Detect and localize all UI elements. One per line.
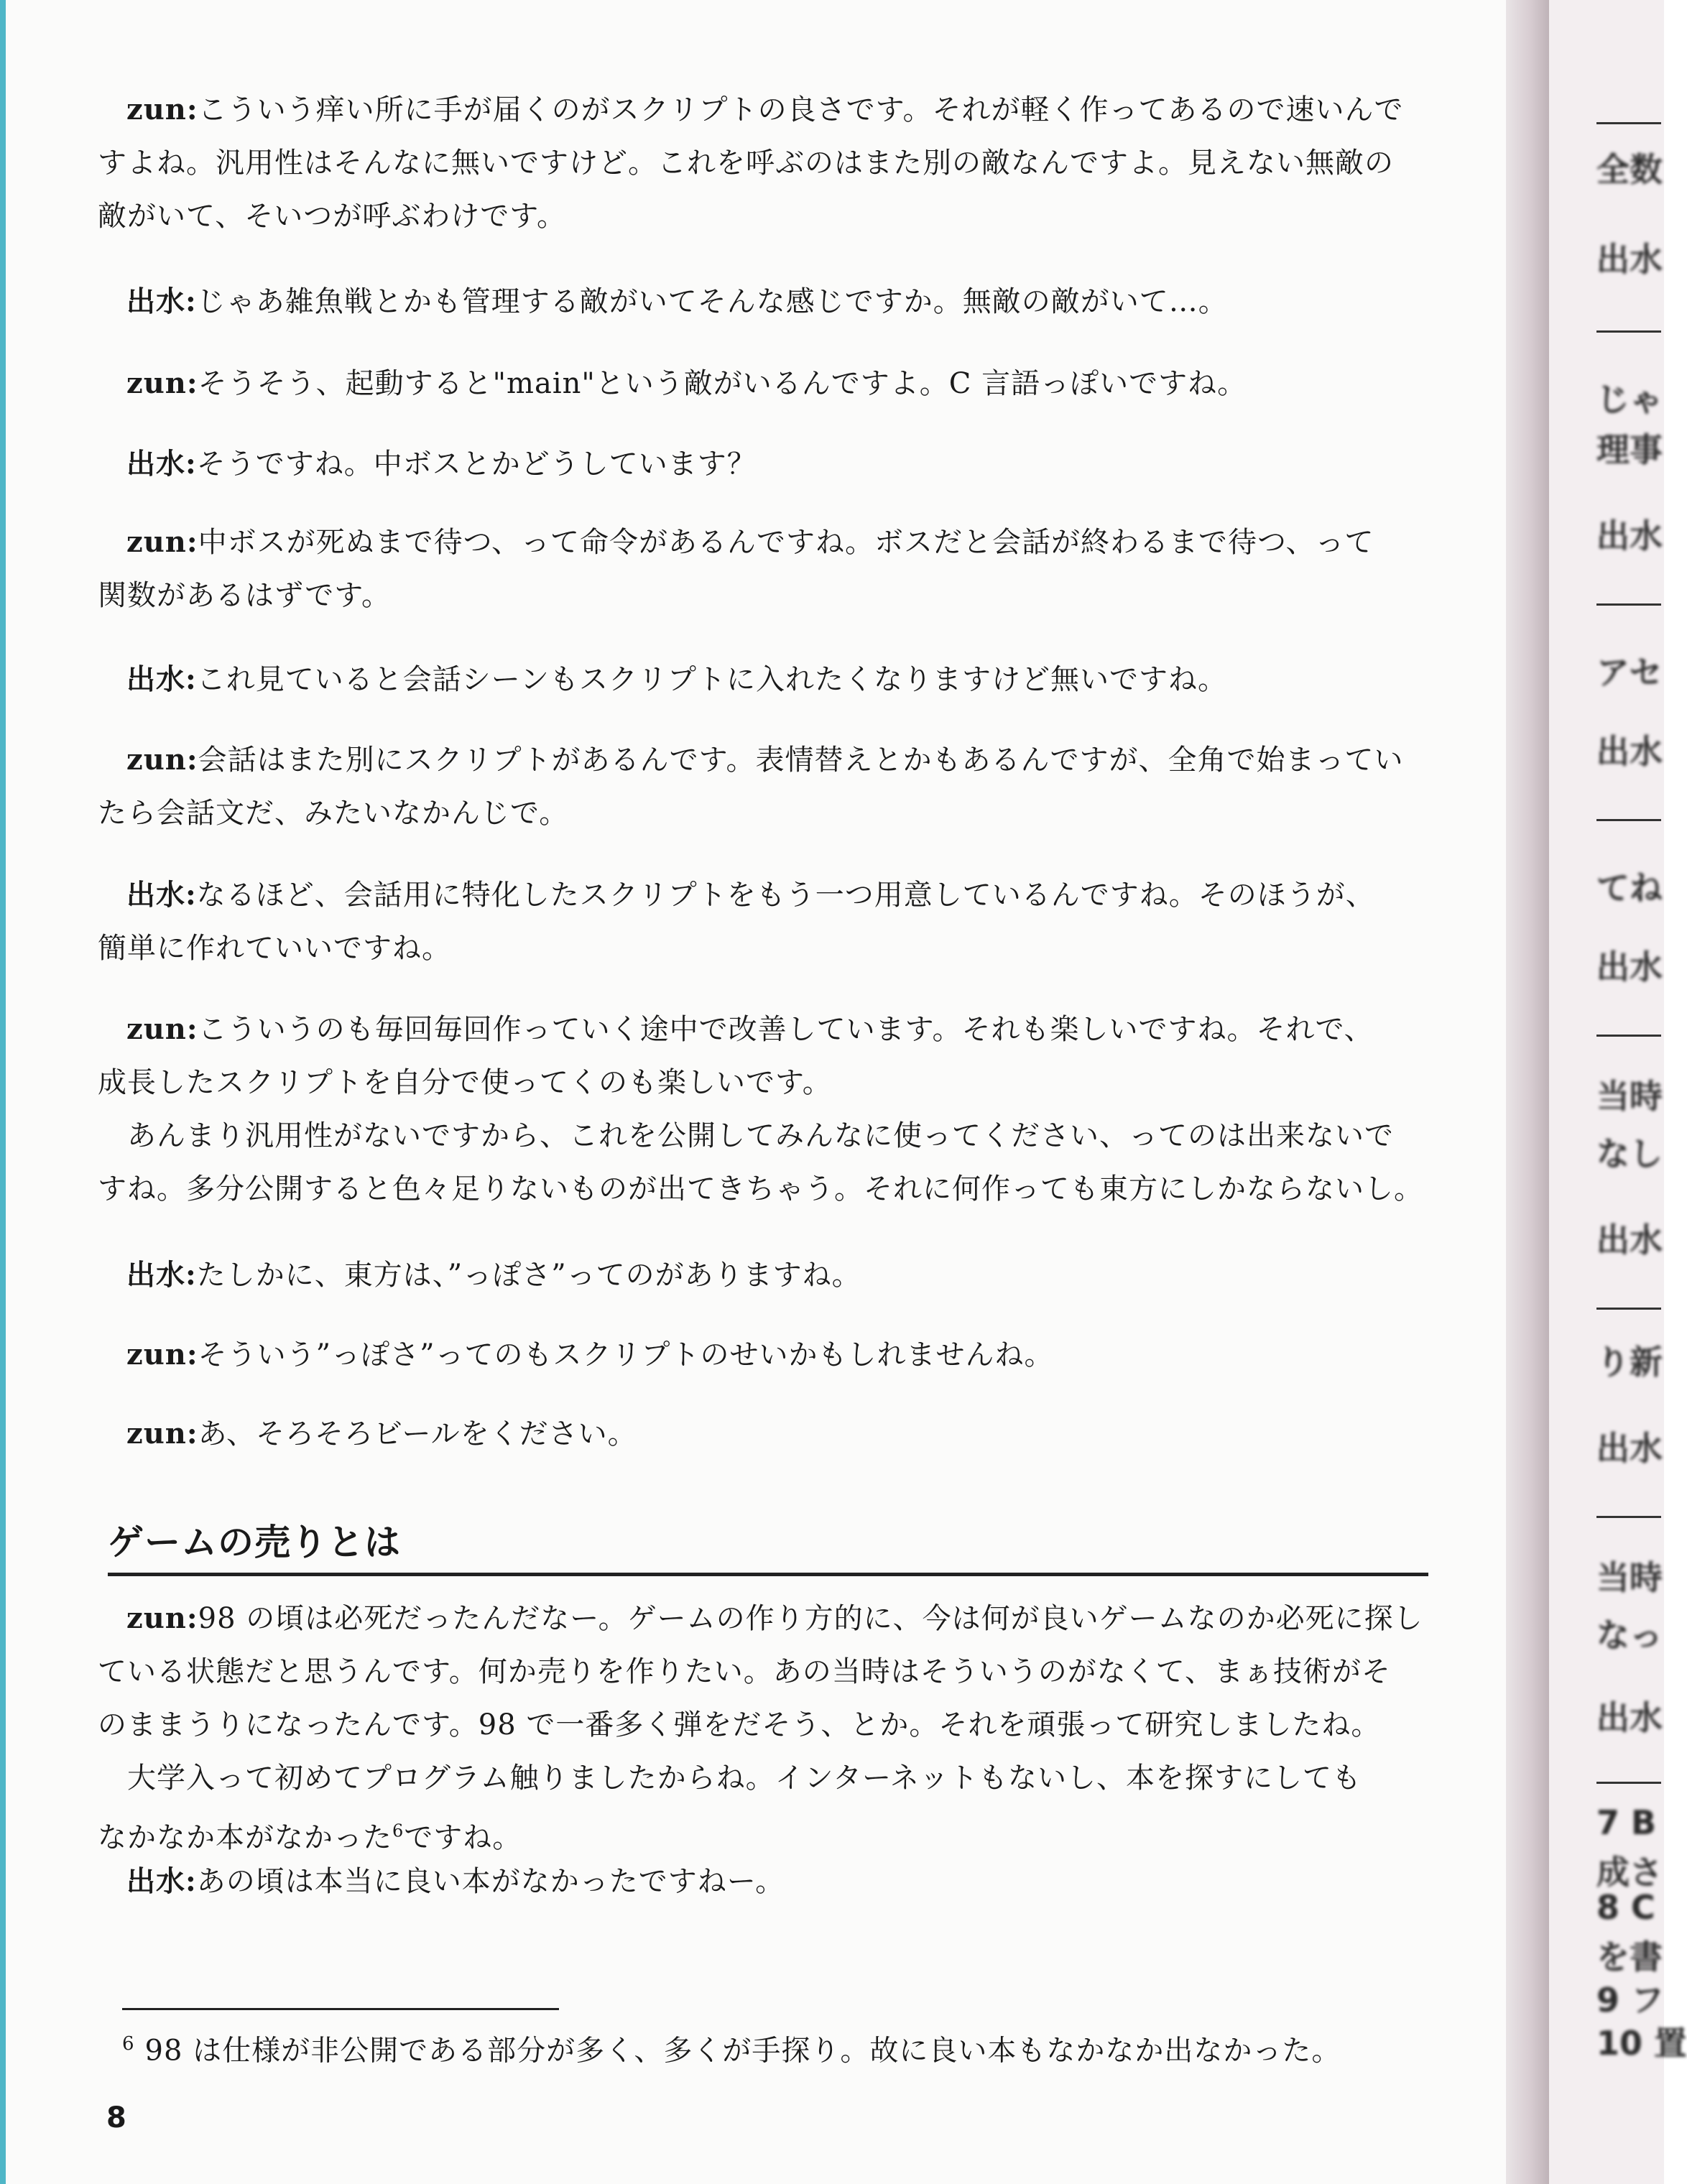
dialogue-line: あの頃は本当に良い本がなかったですねー。 <box>196 1865 785 1898</box>
facing-page <box>1549 0 1687 2184</box>
footnote-number: 6 <box>122 2033 135 2055</box>
facing-fragment: 出水 <box>1596 1221 1663 1259</box>
facing-fragment: 出水 <box>1596 240 1663 279</box>
dialogue-line: 98 の頃は必死だったんだなー。ゲームの作り方的に、今は何が良いゲームなのか必死に探し <box>198 1602 1423 1635</box>
speaker-label: zun: <box>126 1012 198 1046</box>
dialogue-paragraph <box>112 1855 1434 1908</box>
facing-rule <box>1596 1035 1661 1037</box>
dialogue-line: 関数があるはずです。 <box>98 579 391 612</box>
dialogue-line: あ、そろそろビールをください。 <box>198 1417 637 1450</box>
dialogue-line: のままうりになったんです。98 で一番多く弾をだそう、とか。それを頑張って研究しましたね。 <box>98 1708 1381 1741</box>
dialogue-line: じゃあ雑魚戦とかも管理する敵がいてそんな感じですか。無敵の敵がいて…。 <box>196 285 1228 318</box>
facing-fragment: 成さ <box>1596 1853 1663 1892</box>
speaker-label: zun: <box>126 366 198 400</box>
dialogue-line: あんまり汎用性がないですから、これを公開してみんなに使ってください、ってのは出来ないで <box>98 1119 1394 1152</box>
dialogue-line: こういう痒い所に手が届くのがスクリプトの良さです。それが軽く作ってあるので速いんで <box>198 93 1404 126</box>
dialogue-paragraph <box>98 83 1434 243</box>
section-heading: ゲームの売りとは <box>108 1522 401 1563</box>
dialogue-paragraph <box>112 1328 1434 1382</box>
facing-rule <box>1596 1308 1661 1310</box>
footnote-reference[interactable]: 6 <box>392 1821 405 1841</box>
facing-fragment: 当時 <box>1596 1077 1663 1116</box>
dialogue-paragraph <box>112 1249 1434 1302</box>
page-number: 8 <box>106 2101 126 2134</box>
facing-fragment: 理事 <box>1596 430 1663 469</box>
dialogue-paragraph <box>98 1592 1434 1864</box>
dialogue-paragraph <box>98 516 1434 622</box>
facing-rule <box>1596 603 1661 606</box>
speaker-label: 出水: <box>126 662 197 696</box>
facing-fragment: り新 <box>1596 1343 1663 1382</box>
speaker-label: zun: <box>126 525 198 559</box>
dialogue-line: これ見ていると会話シーンもスクリプトに入れたくなりますけど無いですね。 <box>196 663 1227 696</box>
speaker-label: zun: <box>126 93 198 126</box>
speaker-label: zun: <box>126 743 198 777</box>
dialogue-line: ている状態だと思うんです。何か売りを作りたい。あの当時はそういうのがなくて、まぁ技術がそ <box>98 1655 1391 1688</box>
facing-fragment: なっ <box>1596 1616 1663 1655</box>
dialogue-line: 敵がいて、そいつが呼ぶわけです。 <box>98 200 566 233</box>
facing-fragment: 9 フ <box>1596 1981 1665 2019</box>
dialogue-line: 大学入って初めてプログラム触りましたからね。インターネットもないし、本を探すにしても <box>98 1762 1362 1795</box>
dialogue-paragraph <box>112 653 1434 706</box>
dialogue-line: たら会話文だ、みたいなかんじで。 <box>98 797 569 830</box>
dialogue-line: そういう”っぽさ”ってのもスクリプトのせいかもしれませんね。 <box>198 1338 1054 1371</box>
facing-fragment: アセ <box>1596 653 1663 692</box>
dialogue-line: 会話はまた別にスクリプトがあるんです。表情替えとかもあるんですが、全角で始まってい <box>198 744 1404 777</box>
dialogue-paragraph <box>112 275 1434 328</box>
dialogue-line: そうそう、起動すると"main"という敵がいるんですよ。C 言語っぽいですね。 <box>198 367 1247 400</box>
dialogue-line <box>98 1821 522 1854</box>
speaker-label: 出水: <box>126 1864 197 1898</box>
dialogue-paragraph <box>112 1407 1434 1461</box>
dialogue-paragraph <box>112 357 1434 410</box>
facing-fragment: 出水 <box>1596 948 1663 986</box>
facing-fragment: 出水 <box>1596 1698 1663 1737</box>
facing-fragment: なし <box>1596 1134 1663 1173</box>
dialogue-line: すよね。汎用性はそんなに無いですけど。これを呼ぶのはまた別の敵なんですよ。見えない無敵の <box>98 147 1394 180</box>
book-gutter <box>1506 0 1549 2184</box>
speaker-label: zun: <box>126 1417 198 1450</box>
dialogue-line: そうですね。中ボスとかどうしています？ <box>196 448 757 481</box>
facing-fragment: てね <box>1596 869 1663 907</box>
dialogue-line: なるほど、会話用に特化したスクリプトをもう一つ用意しているんですね。そのほうが、 <box>196 879 1375 912</box>
facing-fragment: 8 C <box>1596 1888 1655 1927</box>
dialogue-paragraph <box>98 1003 1434 1216</box>
footnote-rule <box>122 2008 559 2010</box>
dialogue-line: 簡単に作れていいですね。 <box>98 932 451 965</box>
dialogue-line-tail: ですね。 <box>404 1821 522 1855</box>
dialogue-line: 成長したスクリプトを自分で使ってくのも楽しいです。 <box>98 1066 832 1099</box>
facing-rule <box>1596 122 1661 124</box>
facing-fragment: 当時 <box>1596 1558 1663 1597</box>
dialogue-paragraph <box>98 869 1434 975</box>
dialogue-line-text: なかなか本がなかった <box>98 1821 392 1855</box>
dialogue-line: 中ボスが死ぬまで待つ、って命令があるんですね。ボスだと会話が終わるまで待つ、って <box>198 526 1374 559</box>
speaker-label: 出水: <box>126 878 197 912</box>
heading-rule <box>108 1573 1428 1576</box>
speaker-label: 出水: <box>126 1258 197 1292</box>
dialogue-line: たしかに、東方は、”っぽさ”ってのがありますね。 <box>196 1259 861 1292</box>
facing-rule <box>1596 1516 1661 1518</box>
dialogue-paragraph <box>98 734 1434 840</box>
speaker-label: 出水: <box>126 284 197 318</box>
facing-fragment: 7 B <box>1596 1803 1657 1842</box>
speaker-label: zun: <box>126 1601 198 1635</box>
footnote-text: 98 は仕様が非公開である部分が多く、多くが手探り。故に良い本もなかなか出なかった。 <box>144 2034 1341 2068</box>
footnote <box>122 2022 1415 2072</box>
facing-fragment: を書 <box>1596 1938 1663 1976</box>
dialogue-paragraph <box>112 438 1434 491</box>
speaker-label: zun: <box>126 1338 198 1371</box>
speaker-label: 出水: <box>126 447 197 481</box>
facing-rule <box>1596 819 1661 821</box>
facing-rule <box>1596 1782 1661 1784</box>
facing-fragment: 出水 <box>1596 517 1663 555</box>
facing-fragment: 10 置 <box>1596 2024 1687 2063</box>
facing-fragment: 出水 <box>1596 1429 1663 1468</box>
dialogue-line: すね。多分公開すると色々足りないものが出てきちゃう。それに何作っても東方にしかならないし。 <box>98 1172 1423 1206</box>
facing-fragment: じゃ <box>1596 380 1663 419</box>
page-edge <box>0 0 6 2184</box>
facing-rule <box>1596 330 1661 333</box>
facing-fragment: 出水 <box>1596 732 1663 771</box>
dialogue-line: こういうのも毎回毎回作っていく途中で改善しています。それも楽しいですね。それで、 <box>198 1013 1374 1046</box>
facing-fragment: 全数 <box>1596 150 1663 189</box>
